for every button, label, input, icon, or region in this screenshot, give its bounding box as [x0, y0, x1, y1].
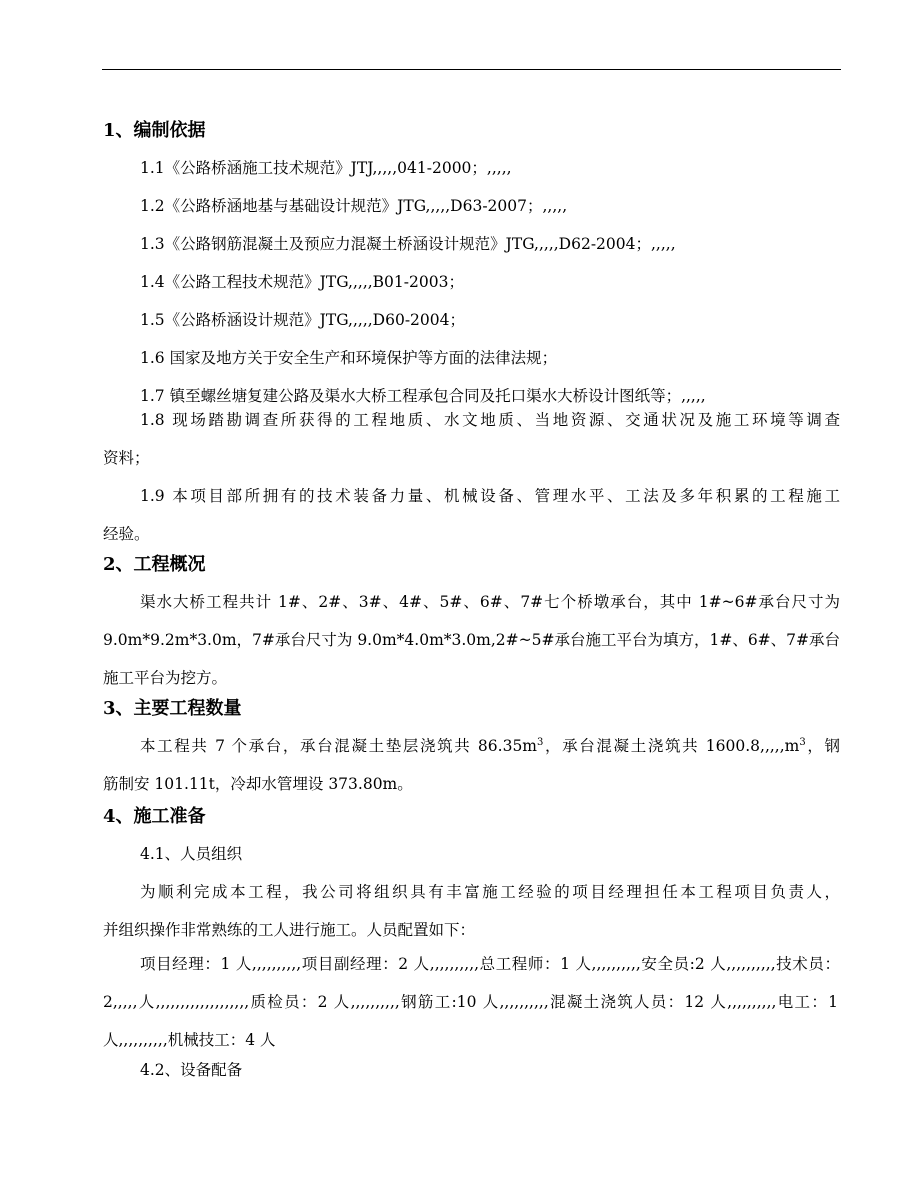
basis-item-1-9: [140, 477, 840, 515]
basis-item-1-4: 1.4《公路工程技术规范》JTG,,,,,B01-2003；: [140, 273, 464, 291]
subsection-4-2-title: 4.2、设备配备: [140, 1061, 243, 1079]
basis-item-1-6: 1.6 国家及地方关于安全生产和环境保护等方面的法律法规；: [140, 349, 558, 367]
overview-line-3: 施工平台为挖方。: [103, 669, 228, 687]
basis-item-1-2: 1.2《公路桥涵地基与基础设计规范》JTG,,,,,D63-2007；,,,,,: [140, 197, 568, 215]
quantities-cont: [103, 765, 413, 803]
subsection-4-2: [140, 1051, 242, 1089]
section-2-heading: 2、工程概况: [103, 554, 206, 575]
quantities-text-c: ，钢: [805, 737, 841, 755]
quantities-line-1-text: [140, 727, 840, 765]
personnel-para-line-2: 并组织操作非常熟练的工人进行施工。人员配置如下：: [103, 921, 476, 939]
quantities-text-a: 本工程共 7 个承台，承台混凝土垫层浇筑共 86.35m: [140, 737, 538, 755]
staffing-line-1-wrap: [140, 945, 840, 983]
basis-item-1-9-line-2: 经验。: [103, 525, 150, 543]
personnel-para-line-1: 为顺利完成本工程，我公司将组织具有丰富施工经验的项目经理担任本工程项目负责人，: [140, 883, 840, 901]
overview-line-1: 渠水大桥工程共计 1#、2#、3#、4#、5#、6#、7#七个桥墩承台，其中 1#~6#承台尺寸为: [140, 593, 840, 611]
basis-item-1-9-cont: [103, 515, 150, 553]
basis-item-1-3: 1.3《公路钢筋混凝土及预应力混凝土桥涵设计规范》JTG,,,,,D62-2004；,,,,,: [140, 235, 676, 253]
staffing-cont: [103, 983, 838, 1059]
basis-item-1-8-cont: [103, 439, 150, 477]
section-1-list: [140, 149, 706, 415]
staffing-line-2: 2,,,,,人,,,,,,,,,,,,,,,,,,,质检员：2 人,,,,,,,,,,钢筋工:10 人,,,,,,,,,,混凝土浇筑人员：12 人,,,,,,,,,,电工：1: [103, 993, 838, 1011]
superscript-3-a: 3: [537, 737, 544, 748]
basis-item-1-8-line-2: 资料；: [103, 449, 150, 467]
basis-item-1-7: 1.7 镇至螺丝塘复建公路及渠水大桥工程承包合同及托口渠水大桥设计图纸等；,,,,,: [140, 387, 706, 405]
overview-line-1-wrap: [140, 583, 840, 621]
staffing-line-3: 人,,,,,,,,,,机械技工：4 人: [103, 1031, 276, 1049]
overview-line-2: 9.0m*9.2m*3.0m，7#承台尺寸为 9.0m*4.0m*3.0m,2#~5#承台施工平台为填方，1#、6#、7#承台: [103, 631, 841, 649]
section-3-heading: 3、主要工程数量: [103, 698, 242, 719]
section-4-heading: 4、施工准备: [103, 806, 206, 827]
personnel-para-line-1-wrap: [140, 873, 840, 911]
quantities-line-2: 筋制安 101.11t，冷却水管埋设 373.80m。: [103, 775, 413, 793]
superscript-3-b: 3: [799, 737, 806, 748]
personnel-para-cont: [103, 911, 475, 949]
quantities-line-1: [140, 727, 840, 765]
basis-item-1-5: 1.5《公路桥涵设计规范》JTG,,,,,D60-2004；: [140, 311, 466, 329]
header-rule: [102, 69, 841, 70]
basis-item-1-8-line-1: 1.8 现场踏勘调查所获得的工程地质、水文地质、当地资源、交通状况及施工环境等调查: [140, 411, 840, 429]
subsection-4-1: [140, 835, 242, 873]
basis-item-1-9-line-1: 1.9 本项目部所拥有的技术装备力量、机械设备、管理水平、工法及多年积累的工程施工: [140, 487, 840, 505]
quantities-text-b: ，承台混凝土浇筑共 1600.8,,,,,m: [543, 737, 800, 755]
overview-cont: [103, 621, 841, 697]
section-1-heading: 1、编制依据: [103, 120, 206, 141]
basis-item-1-1: 1.1《公路桥涵施工技术规范》JTJ,,,,,041-2000；,,,,,: [140, 159, 512, 177]
subsection-4-1-title: 4.1、人员组织: [140, 845, 243, 863]
staffing-line-1: 项目经理：1 人,,,,,,,,,,项目副经理：2 人,,,,,,,,,,总工程师：1 人,,,,,,,,,,安全员:2 人,,,,,,,,,,技术员：: [140, 955, 840, 973]
basis-item-1-8: [140, 401, 840, 439]
